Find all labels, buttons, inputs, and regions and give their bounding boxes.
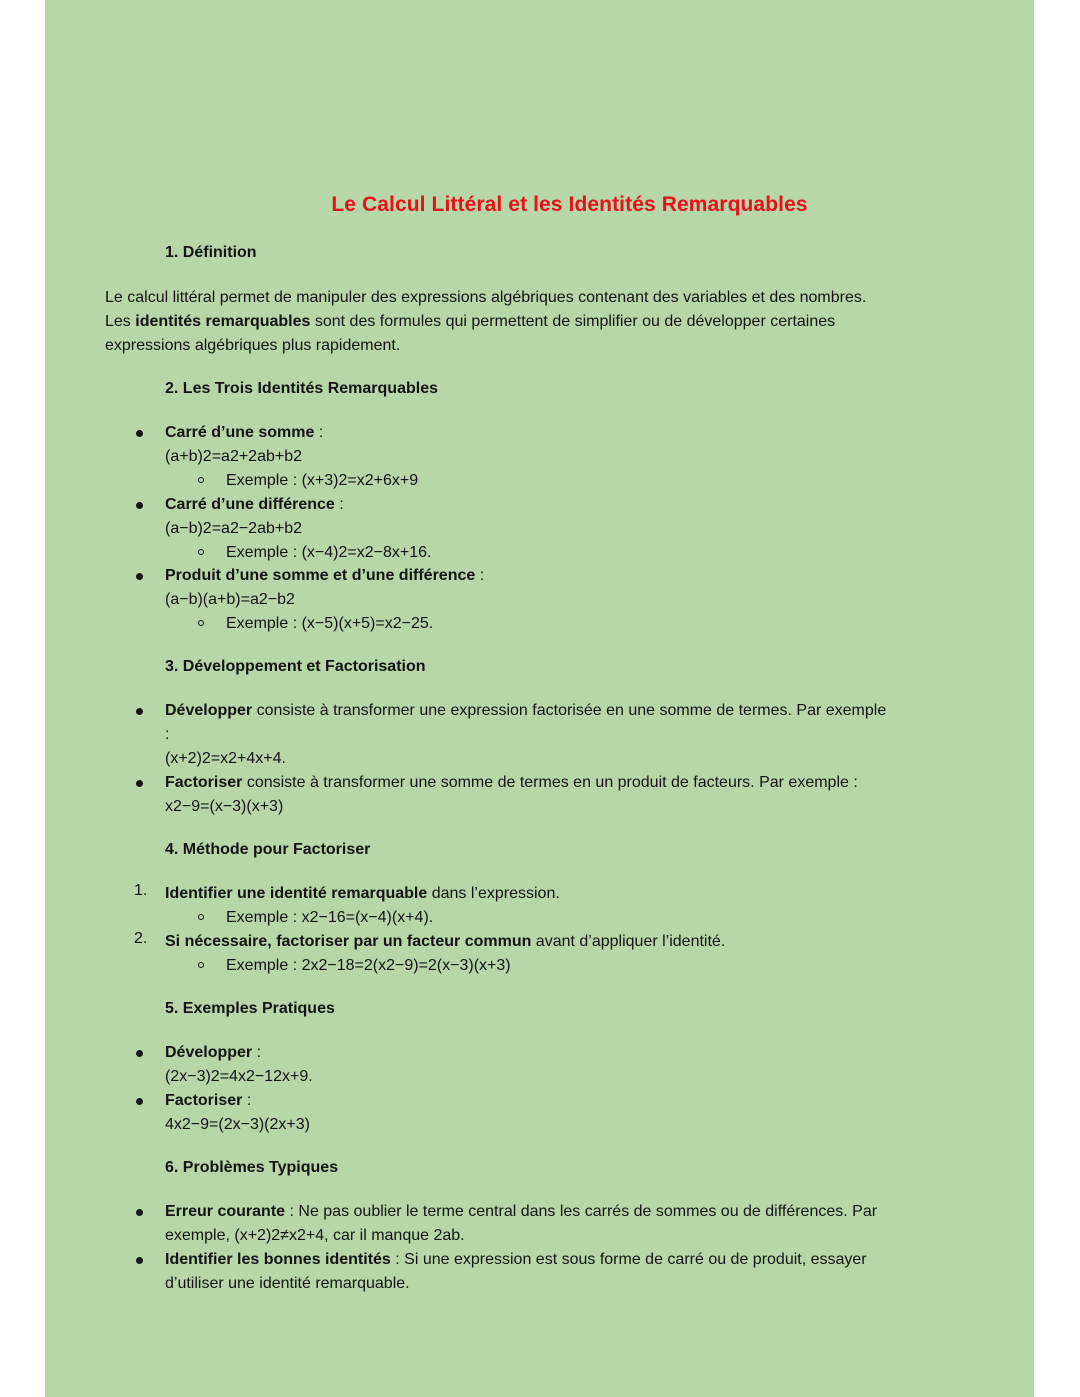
identity-example: Exemple : (x−5)(x+5)=x2−25. [226,615,434,632]
hollow-bullet-icon [198,477,204,483]
hollow-bullet-icon [198,914,204,920]
example-formula: 4x2−9=(2x−3)(2x+3) [165,1116,310,1133]
bullet-icon [136,708,143,715]
bold-term: Factoriser [165,774,243,791]
hollow-bullet-icon [198,549,204,555]
bullet-icon [136,780,143,787]
text: sont des formules qui permettent de simplifier ou de développer certaines [310,313,836,330]
method-step [165,882,560,906]
identity-label [165,564,484,588]
text: consiste à transformer une somme de termes en un produit de facteurs. Par exemple : [242,774,858,791]
bullet-icon [136,502,143,509]
develop-formula: (x+2)2=x2+4x+4. [165,750,286,767]
section-heading-identities: 2. Les Trois Identités Remarquables [165,380,438,397]
section-heading-examples: 5. Exemples Pratiques [165,1000,335,1017]
bold-term: Si nécessaire, factoriser par un facteur commun [165,933,532,950]
document-page [45,0,1034,1397]
section-heading-method: 4. Méthode pour Factoriser [165,841,371,858]
section-heading-problems: 6. Problèmes Typiques [165,1159,339,1176]
hollow-bullet-icon [198,620,204,626]
identity-label [165,421,323,445]
bullet-icon [136,1098,143,1105]
identity-example: Exemple : (x−4)2=x2−8x+16. [226,544,432,561]
list-number: 2. [134,930,148,947]
text: consiste à transformer une expression factorisée en une somme de termes. Par exemple [252,702,887,719]
factor-text [165,771,858,795]
identity-label [165,493,344,517]
bold-term: Développer [165,702,253,719]
text: dans l’expression. [427,885,560,902]
method-step [165,930,725,954]
develop-colon: : [165,726,170,743]
text: Les [105,313,136,330]
section-heading-definition: 1. Définition [165,244,257,261]
problem-text [165,1200,877,1224]
list-number: 1. [134,882,148,899]
problem-text [165,1248,867,1272]
example-label [165,1041,261,1065]
text: : [252,1044,262,1061]
definition-line-3: expressions algébriques plus rapidement. [105,337,401,354]
text: : Ne pas oublier le terme central dans les carrés de sommes ou de différences. Par [285,1203,878,1220]
problem-text-line2: d’utiliser une identité remarquable. [165,1275,410,1292]
bold-term: Identifier les bonnes identités [165,1251,391,1268]
bullet-icon [136,1257,143,1264]
example-formula: (2x−3)2=4x2−12x+9. [165,1068,313,1085]
problem-text-line2: exemple, (x+2)2≠x2+4, car il manque 2ab. [165,1227,465,1244]
bullet-icon [136,1050,143,1057]
factor-formula: x2−9=(x−3)(x+3) [165,798,284,815]
method-example: Exemple : x2−16=(x−4)(x+4). [226,909,434,926]
identity-formula: (a−b)(a+b)=a2−b2 [165,591,295,608]
bold-term: Carré d’une différence [165,496,335,513]
bold-term: Produit d’une somme et d’une différence [165,567,476,584]
text: : [314,424,324,441]
bold-term: Erreur courante [165,1203,286,1220]
bold-term: Factoriser [165,1092,243,1109]
develop-text [165,699,886,723]
text: : [242,1092,252,1109]
text: : [334,496,344,513]
text: : [475,567,485,584]
bullet-icon [136,573,143,580]
section-heading-development: 3. Développement et Factorisation [165,658,426,675]
example-label [165,1089,251,1113]
hollow-bullet-icon [198,962,204,968]
bold-term: identités remarquables [135,313,311,330]
bullet-icon [136,430,143,437]
bold-term: Développer [165,1044,253,1061]
identity-example: Exemple : (x+3)2=x2+6x+9 [226,472,419,489]
document-title: Le Calcul Littéral et les Identités Remarquables [331,193,808,216]
identity-formula: (a−b)2=a2−2ab+b2 [165,520,303,537]
text: : Si une expression est sous forme de carré ou de produit, essayer [390,1251,867,1268]
bullet-icon [136,1209,143,1216]
definition-line-1: Le calcul littéral permet de manipuler des expressions algébriques contenant des variables et des nombres. [105,289,867,306]
identity-formula: (a+b)2=a2+2ab+b2 [165,448,303,465]
definition-line-2 [105,310,835,334]
text: avant d’appliquer l’identité. [531,933,726,950]
method-example: Exemple : 2x2−18=2(x2−9)=2(x−3)(x+3) [226,957,511,974]
bold-term: Carré d’une somme [165,424,315,441]
bold-term: Identifier une identité remarquable [165,885,428,902]
